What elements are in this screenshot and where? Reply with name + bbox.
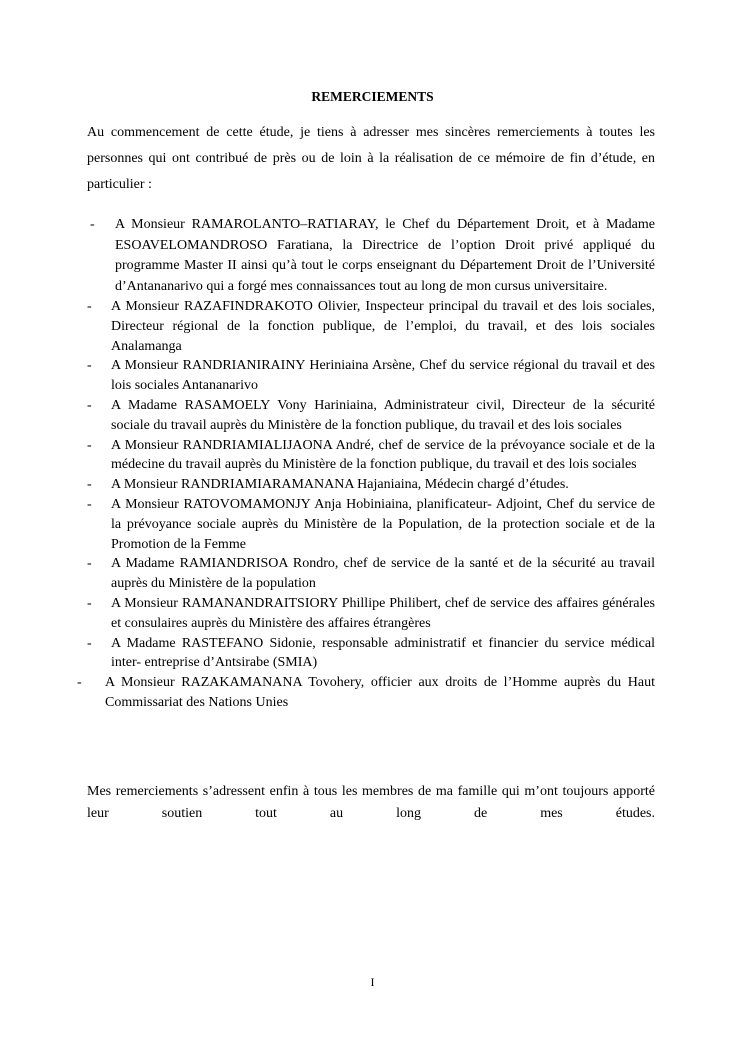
list-item-text: A Madame RASTEFANO Sidonie, responsable administratif et financier du service médical inter- entreprise d’Antsirabe (SMIA)	[111, 635, 655, 671]
list-item	[87, 215, 655, 297]
bullet-dash: -	[87, 299, 92, 314]
acknowledgement-list	[77, 215, 655, 713]
bullet-dash: -	[87, 635, 92, 651]
list-item-text: A Monsieur RAZAFINDRAKOTO Olivier, Inspecteur principal du travail et des lois sociales, Directeur régional de la fonction publique, de l’emploi, du travail, et des lois sociales Analamanga	[111, 299, 655, 354]
closing-paragraph: Mes remerciements s’adressent enfin à tous les membres de ma famille qui m’ont toujours apporté leur soutien tout au long de mes études.	[87, 784, 655, 821]
list-item	[87, 554, 655, 594]
page-title: REMERCIEMENTS	[311, 89, 434, 104]
list-item-text: A Monsieur RANDRIANIRAINY Heriniaina Arsène, Chef du service régional du travail et des lois sociales Antananarivo	[111, 358, 655, 394]
list-item	[87, 297, 655, 356]
bullet-dash: -	[77, 675, 82, 691]
list-item-text: A Monsieur RAMANANDRAITSIORY Phillipe Philibert, chef de service des affaires générales et consulaires auprès du Ministère des affaires étrangères	[111, 595, 655, 631]
bullet-dash: -	[87, 556, 92, 572]
list-item-text: A Monsieur RATOVOMAMONJY Anja Hobiniaina, planificateur- Adjoint, Chef du service de la prévoyance sociale auprès du Ministère de la Population, de la protection sociale et de la Promotion de la Femme	[111, 496, 655, 552]
list-item	[87, 634, 655, 674]
intro-paragraph: Au commencement de cette étude, je tiens à adresser mes sincères remerciements à toutes les personnes qui ont contribué de près ou de loin à la réalisation de ce mémoire de fin d’étude, en particulier :	[87, 125, 655, 192]
list-item-text: A Madame RAMIANDRISOA Rondro, chef de service de la santé et de la sécurité au travail auprès du Ministère de la population	[111, 556, 655, 592]
list-item-text: A Madame RASAMOELY Vony Hariniaina, Administrateur civil, Directeur de la sécurité sociale du travail auprès du Ministère de la fonction publique, du travail et des lois sociales	[111, 397, 655, 433]
bullet-dash: -	[87, 477, 92, 493]
bullet-dash: -	[87, 437, 92, 453]
bullet-dash: -	[87, 496, 92, 512]
bullet-dash: -	[90, 217, 95, 232]
list-item	[87, 356, 655, 396]
list-item-text: A Monsieur RAZAKAMANANA Tovohery, officier aux droits de l’Homme auprès du Haut Commissariat des Nations Unies	[105, 675, 655, 710]
list-item-text: A Monsieur RANDRIAMIALIJAONA André, chef de service de la prévoyance sociale et de la médecine du travail auprès du Ministère de la fonction publique, du travail et des lois sociales	[111, 437, 655, 473]
bullet-dash: -	[87, 358, 92, 374]
list-item	[87, 594, 655, 634]
list-item-text: A Monsieur RANDRIAMIARAMANANA Hajaniaina, Médecin chargé d’études.	[111, 477, 569, 493]
bullet-dash: -	[87, 397, 92, 413]
list-item	[87, 436, 655, 476]
list-item-text: A Monsieur RAMAROLANTO–RATIARAY, le Chef du Département Droit, et à Madame ESOAVELOMANDROSO Faratiana, la Directrice de l’option Droit privé appliqué du programme Master II ainsi qu’à tout le corps enseignant du Département Droit de l’Université d’Antananarivo qui a forgé mes connaissances tout au long de mon cursus universitaire.	[115, 217, 655, 294]
bullet-dash: -	[87, 595, 92, 611]
list-item	[87, 396, 655, 436]
page-number: I	[370, 975, 375, 989]
list-item	[87, 495, 655, 554]
list-item	[87, 475, 655, 495]
list-item	[77, 673, 655, 713]
